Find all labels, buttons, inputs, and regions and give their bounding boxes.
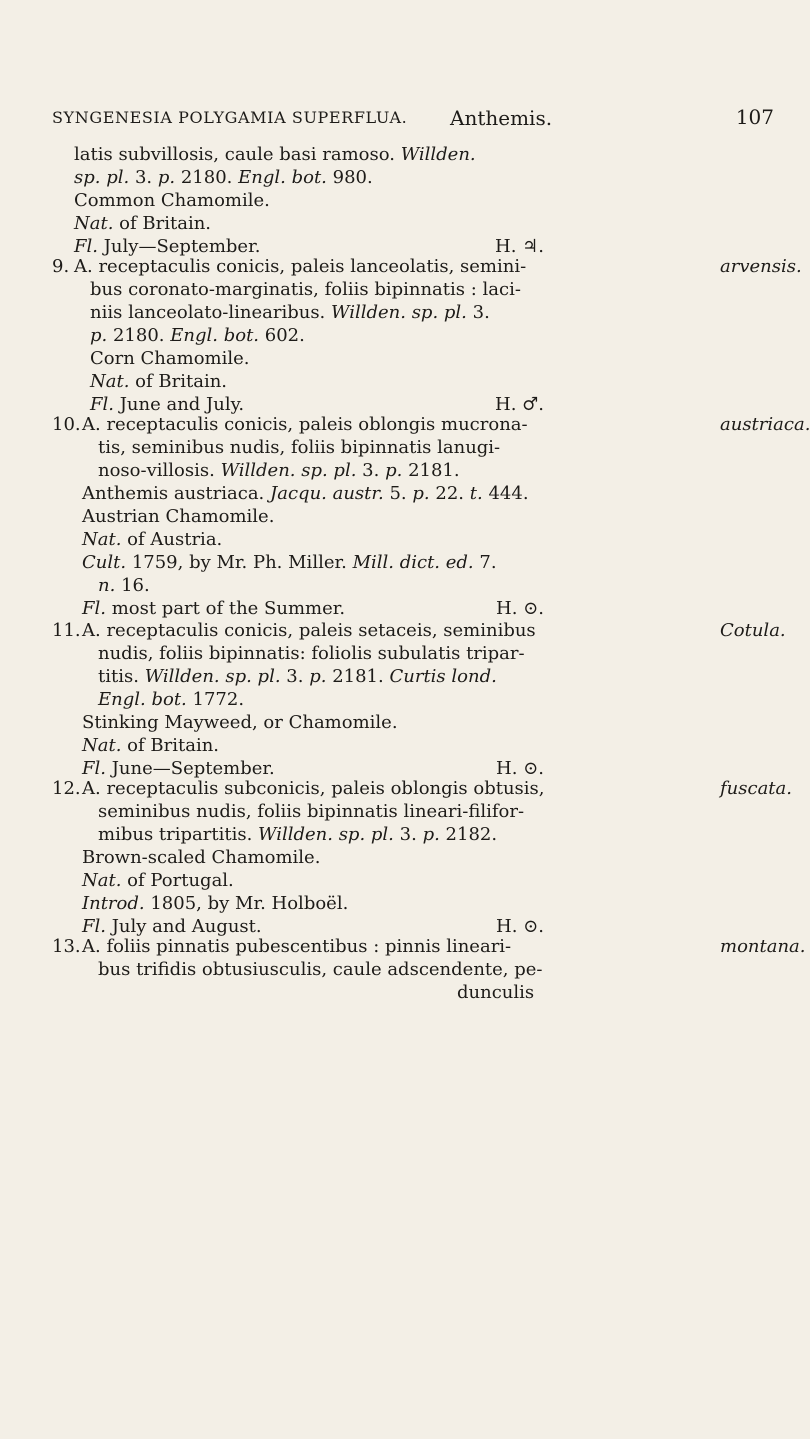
page-number: 107 [735,105,774,129]
native-range: Nat. of Portugal. [82,870,234,891]
running-header [52,105,774,134]
flowering: Fl. June and July. H. ♂. [90,394,544,415]
entry-number: 12. [52,778,81,799]
entry-13-line-2: bus trifidis obtusiusculis, caule adscendente, pe- [98,959,543,980]
species-name: austriaca. [720,414,810,435]
entry-8-line-1: latis subvillosis, caule basi ramoso. Willden. [74,144,476,165]
entry-11-line-4: Engl. bot. 1772. [98,689,245,710]
species-name: Cotula. [720,620,786,641]
species-name: arvensis. [720,256,802,277]
entry-10-line-4: Anthemis austriaca. Jacqu. austr. 5. p. 22. t. 444. [82,483,529,504]
entry-number: 10. [52,414,81,435]
cultivation: Cult. 1759, by Mr. Ph. Miller. Mill. dict. ed. 7. [82,552,497,573]
common-name: Austrian Chamomile. [82,506,275,527]
entry-13-line-1: A. foliis pinnatis pubescentibus : pinnis lineari- [82,936,512,957]
entry-11-line-3: titis. Willden. sp. pl. 3. p. 2181. Curtis lond. [98,666,497,687]
entry-9-line-4: p. 2180. Engl. bot. 602. [90,325,305,346]
entry-11-line-1: A. receptaculis conicis, paleis setaceis, seminibus [82,620,536,641]
habit-symbol: H. ♃. [495,236,544,257]
entry-9-line-1: A. receptaculis conicis, paleis lanceolatis, semini- [74,256,527,277]
entry-number: 11. [52,620,81,641]
entry-number: 13. [52,936,81,957]
native-range: Nat. of Britain. [74,213,212,234]
entry-9-line-2: bus coronato-marginatis, foliis bipinnatis : laci- [90,279,521,300]
flowering: Fl. most part of the Summer. H. ⊙. [82,598,544,619]
flowering: Fl. June—September. H. ⊙. [82,758,544,779]
habit-symbol: H. ⊙. [496,916,544,937]
entry-11-line-2: nudis, foliis bipinnatis: foliolis subulatis tripar- [98,643,525,664]
common-name: Stinking Mayweed, or Chamomile. [82,712,398,733]
flowering: Fl. July and August. H. ⊙. [82,916,544,937]
native-range: Nat. of Britain. [90,371,228,392]
introduced: Introd. 1805, by Mr. Holboël. [82,893,349,914]
entry-10-line-7: n. 16. [98,575,150,596]
habit-symbol: H. ⊙. [496,758,544,779]
common-name: Corn Chamomile. [90,348,250,369]
entry-8-line-2: sp. pl. 3. p. 2180. Engl. bot. 980. [74,167,373,188]
native-range: Nat. of Austria. [82,529,223,550]
common-name: Brown-scaled Chamomile. [82,847,321,868]
habit-symbol: H. ⊙. [496,598,544,619]
common-name: Common Chamomile. [74,190,270,211]
entry-13-line-3: dunculis [457,982,535,1003]
entry-12-line-1: A. receptaculis subconicis, paleis oblongis obtusis, [82,778,545,799]
entry-number: 9. [52,256,70,277]
entry-10-line-1: A. receptaculis conicis, paleis oblongis mucrona- [82,414,528,435]
entry-10-line-2: tis, seminibus nudis, foliis bipinnatis lanugi- [98,437,501,458]
native-range: Nat. of Britain. [82,735,220,756]
species-name: montana. [720,936,806,957]
entry-10-line-3: noso-villosis. Willden. sp. pl. 3. p. 2181. [98,460,460,481]
genus-title: Anthemis. [450,106,553,130]
section-title: SYNGENESIA POLYGAMIA SUPERFLUA. [52,108,408,127]
entry-12-line-2: seminibus nudis, foliis bipinnatis lineari-filifor- [98,801,525,822]
entry-12-line-3: mibus tripartitis. Willden. sp. pl. 3. p. 2182. [98,824,498,845]
entry-9-line-3: niis lanceolato-linearibus. Willden. sp. pl. 3. [90,302,490,323]
flowering: Fl. July—September. H. ♃. [74,236,544,257]
habit-symbol: H. ♂. [495,394,544,415]
species-name: fuscata. [720,778,792,799]
